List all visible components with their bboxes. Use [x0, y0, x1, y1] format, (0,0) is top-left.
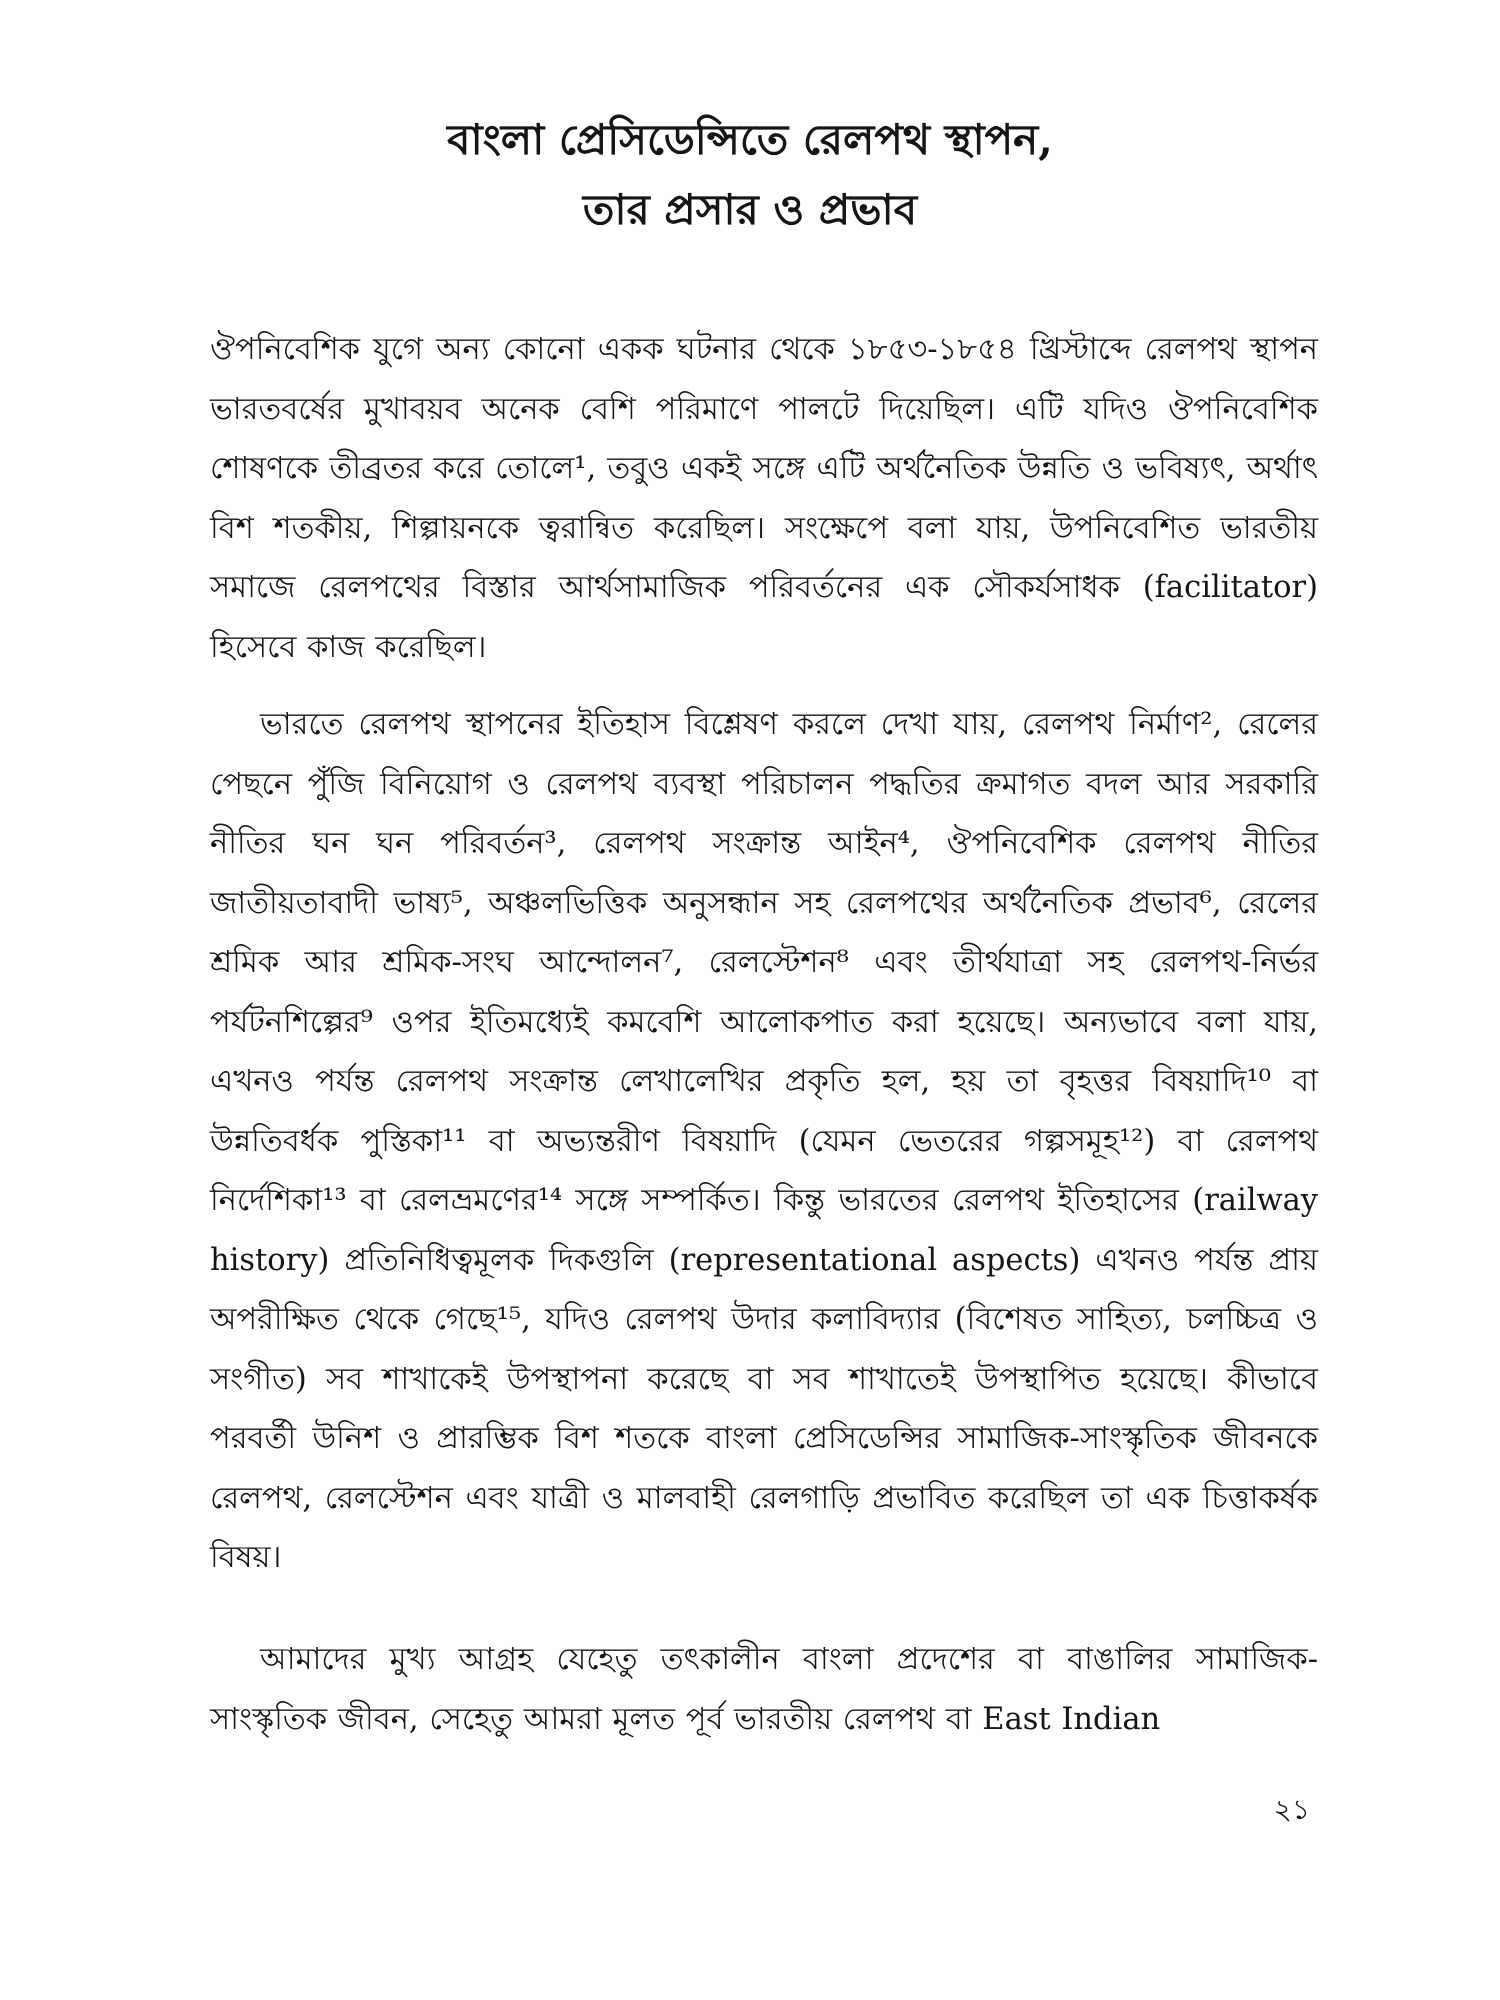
page-number: ২১: [1273, 1793, 1310, 1826]
chapter-title-line-2: তার প্রসার ও প্রভাব: [582, 185, 918, 234]
paragraph-1: ঔপনিবেশিক যুগে অন্য কোনো একক ঘটনার থেকে ১৮৫৩-১৮৫৪ খ্রিস্টাব্দে রেলপথ স্থাপন ভারতবর্ষের মুখাবয়ব অনেক বেশি পরিমাণে পালটে দিয়েছিল। এটি যদিও ঔপনিবেশিক শোষণকে তীব্রতর করে তোলে¹, তবুও একই সঙ্গে এটি অর্থনৈতিক উন্নতি ও ভবিষ্যৎ, অর্থাৎ বিশ শতকীয়, শিল্পায়নকে ত্বরান্বিত করেছিল। সংক্ষেপে বলা যায়, উপনিবেশিত ভারতীয় সমাজে রেলপথের বিস্তার আর্থসামাজিক পরিবর্তনের এক সৌকর্যসাধক (facilitator) হিসেবে কাজ করেছিল।: [210, 332, 1318, 665]
chapter-title-line-1: বাংলা প্রেসিডেন্সিতে রেলপথ স্থাপন,: [447, 115, 1053, 164]
paragraph-2: ভারতে রেলপথ স্থাপনের ইতিহাস বিশ্লেষণ করলে দেখা যায়, রেলপথ নির্মাণ², রেলের পেছনে পুঁজি বিনিয়োগ ও রেলপথ ব্যবস্থা পরিচালন পদ্ধতির ক্রমাগত বদল আর সরকারি নীতির ঘন ঘন পরিবর্তন³, রেলপথ সংক্রান্ত আইন⁴, ঔপনিবেশিক রেলপথ নীতির জাতীয়তাবাদী ভাষ্য⁵, অঞ্চলভিত্তিক অনুসন্ধান সহ রেলপথের অর্থনৈতিক প্রভাব⁶, রেলের শ্রমিক আর শ্রমিক-সংঘ আন্দোলন⁷, রেলস্টেশন⁸ এবং তীর্থযাত্রা সহ রেলপথ-নির্ভর পর্যটনশিল্পের⁹ ওপর ইতিমধ্যেই কমবেশি আলোকপাত করা হয়েছে। অন্যভাবে বলা যায়, এখনও পর্যন্ত রেলপথ সংক্রান্ত লেখালেখির প্রকৃতি হল, হয় তা বৃহত্তর বিষয়াদি¹⁰ বা উন্নতিবর্ধক পুস্তিকা¹¹ বা অভ্যন্তরীণ বিষয়াদি (যেমন ভেতরের গল্পসমূহ¹²) বা রেলপথ নির্দেশিকা¹³ বা রেলভ্রমণের¹⁴ সঙ্গে সম্পর্কিত। কিন্তু ভারতের রেলপথ ইতিহাসের (railway history) প্রতিনিধিত্বমূলক দিকগুলি (representational aspects) এখনও পর্যন্ত প্রায় অপরীক্ষিত থেকে গেছে¹⁵, যদিও রেলপথ উদার কলাবিদ্যার (বিশেষত সাহিত্য, চলচ্চিত্র ও সংগীত) সব শাখাকেই উপস্থাপনা করেছে বা সব শাখাতেই উপস্থাপিত হয়েছে। কীভাবে পরবর্তী উনিশ ও প্রারম্ভিক বিশ শতকে বাংলা প্রেসিডেন্সির সামাজিক-সাংস্কৃতিক জীবনকে রেলপথ, রেলস্টেশন এবং যাত্রী ও মালবাহী রেলগাড়ি প্রভাবিত করেছিল তা এক চিত্তাকর্ষক বিষয়।: [210, 707, 1318, 1575]
paragraph-3: আমাদের মুখ্য আগ্রহ যেহেতু তৎকালীন বাংলা প্রদেশের বা বাঙালির সামাজিক-সাংস্কৃতিক জীবন, সেহেতু আমরা মূলত পূর্ব ভারতীয় রেলপথ বা East Indian: [210, 1642, 1318, 1737]
